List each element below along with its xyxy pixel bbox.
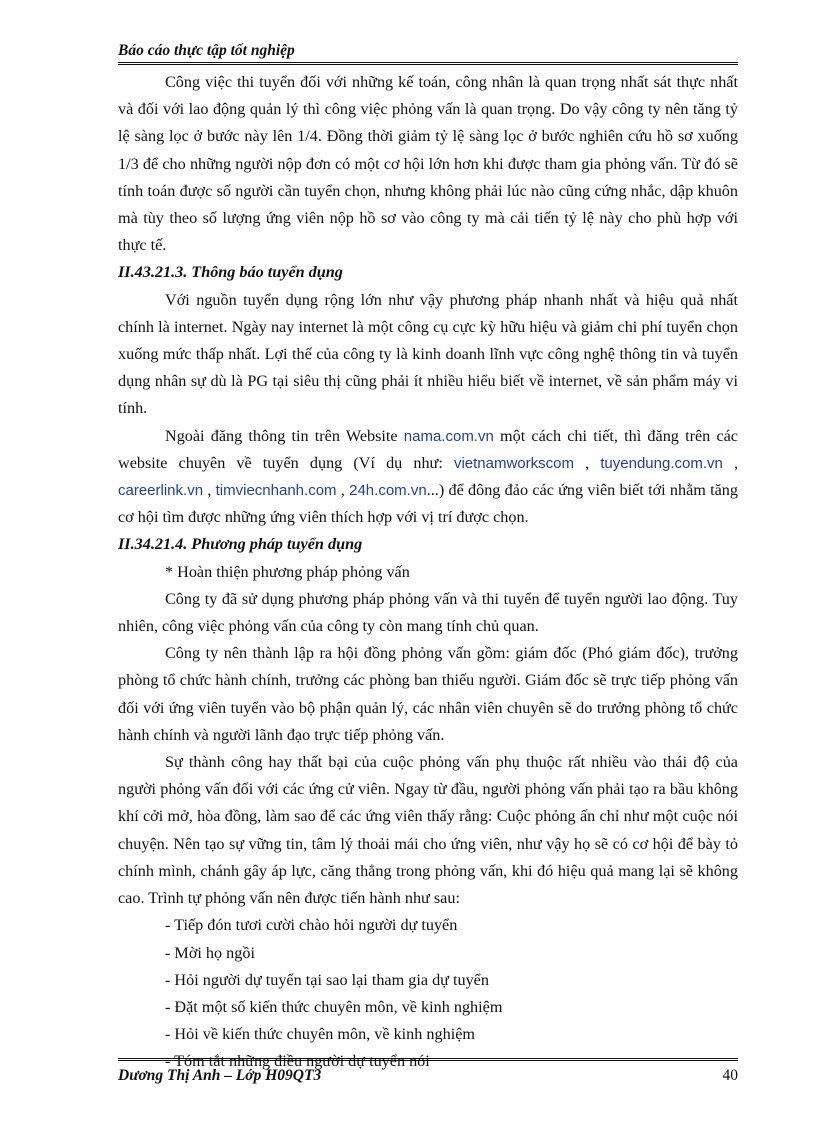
p3-text-6: , bbox=[336, 481, 350, 500]
list-item: - Đặt một số kiến thức chuyên môn, về kinh nghiệm bbox=[165, 997, 503, 1016]
paragraph-6: Công ty nên thành lập ra hội đồng phỏng vấn gồm: giám đốc (Phó giám đốc), trưởng phòng tổ chức hành chính, trưởng các phòng ban thiếu người. Giám đốc sẽ trực tiếp phỏng vấn đối với ứng viên tuyển vào bộ phận quản lý, các nhân viên chuyên sẽ do trưởng phòng tổ chức hành chính và người lãnh đạo trực tiếp phỏng vấn. bbox=[118, 644, 738, 744]
header-title: Báo cáo thực tập tốt nghiệp bbox=[118, 42, 295, 59]
footer-rule bbox=[118, 1058, 738, 1061]
subheading-interview: * Hoàn thiện phương pháp phỏng vấn bbox=[165, 562, 410, 581]
link-nama[interactable]: nama.com.vn bbox=[403, 427, 494, 445]
page-header bbox=[118, 34, 738, 64]
page-footer bbox=[118, 1058, 738, 1098]
footer-author: Dương Thị Anh – Lớp H09QT3 bbox=[118, 1067, 322, 1084]
list-item: - Hỏi về kiến thức chuyên môn, về kinh nghiệm bbox=[165, 1025, 475, 1044]
p3-text-7: ...) để đông đảo các ứng viên biết tới nhằm tăng cơ hội tìm được những ứng viên thích hợp với vị trí được chọn. bbox=[118, 481, 738, 527]
p3-text-1: Ngoài đăng thông tin trên Website bbox=[165, 426, 404, 445]
paragraph-2: Với nguồn tuyển dụng rộng lớn như vậy phương pháp nhanh nhất và hiệu quả nhất chính là internet. Ngày nay internet là một công cụ cực kỳ hữu hiệu và giảm chi phí tuyển chọn xuống mức thấp nhất. Lợi thế của công ty là kinh doanh lĩnh vực công nghệ thông tin và tuyển dụng nhân sự dù là PG tại siêu thị cũng phải ít nhiều hiểu biết về internet, về sản phẩm máy vi tính. bbox=[118, 290, 738, 418]
paragraph-5: Công ty đã sử dụng phương pháp phỏng vấn và thi tuyển để tuyển người lao động. Tuy nhiên, công việc phỏng vấn của công ty còn mang tính chủ quan. bbox=[118, 589, 738, 636]
list-item: - Mời họ ngồi bbox=[165, 943, 255, 962]
header-rule bbox=[118, 62, 738, 65]
p3-text-3: , bbox=[573, 453, 601, 472]
p3-text-4: , bbox=[722, 453, 739, 472]
paragraph-3 bbox=[118, 423, 738, 532]
link-24h[interactable]: 24h.com.vn bbox=[349, 482, 427, 500]
p3-text-5: , bbox=[203, 481, 216, 500]
page-number: 40 bbox=[722, 1067, 738, 1084]
list-item: - Hỏi người dự tuyển tại sao lại tham gia dự tuyển bbox=[165, 970, 489, 989]
list-item: - Tóm tắt những điều người dự tuyển nói bbox=[165, 1052, 430, 1071]
link-careerlink[interactable]: careerlink.vn bbox=[118, 482, 204, 500]
p3-text-2: một cách chi tiết, thì đăng trên các website chuyên về tuyển dụng (Ví dụ như: bbox=[118, 426, 738, 472]
paragraph-7: Sự thành công hay thất bại của cuộc phỏng vấn phụ thuộc rất nhiều vào thái độ của người phỏng vấn đối với các ứng cử viên. Ngay từ đầu, người phỏng vấn phải tạo ra bầu không khí cởi mở, hòa đồng, làm sao để các ứng viên thấy rằng: Cuộc phỏng ấn chỉ như một cuộc nói chuyện. Nên tạo sự vững tin, tâm lý thoải mái cho ứng viên, như vậy họ sẽ có cơ hội để bày tỏ chính mình, chánh gây áp lực, căng thẳng trong phỏng vấn, khi đó hiệu quả mang lại sẽ không cao. Trình tự phỏng vấn nên được tiến hành như sau: bbox=[118, 753, 738, 908]
section-heading-method: II.34.21.4. Phương pháp tuyển dụng bbox=[118, 535, 363, 554]
section-heading-notice: II.43.21.3. Thông báo tuyển dụng bbox=[118, 263, 343, 282]
link-vietnamworks[interactable]: vietnamworkscom bbox=[453, 454, 574, 472]
paragraph-1: Công việc thi tuyển đối với những kế toán, công nhân là quan trọng nhất sát thực nhất và đối với lao động quản lý thì công việc phỏng vấn là quan trọng. Do vậy công ty nên tăng tỷ lệ sàng lọc ở bước này lên 1/4. Đồng thời giảm tỷ lệ sàng lọc ở bước nghiên cứu hồ sơ xuống 1/3 để cho những người nộp đơn có một cơ hội lớn hơn khi được tham gia phỏng vấn. Từ đó sẽ tính toán được số người cần tuyển chọn, nhưng không phải lúc nào cũng cứng nhắc, dập khuôn mà tùy theo số lượng ứng viên nộp hồ sơ vào công ty mà cải tiến tỷ lệ này cho phù hợp với thực tế. bbox=[118, 73, 738, 255]
list-item: - Tiếp đón tươi cười chào hỏi người dự tuyển bbox=[165, 916, 458, 935]
document-body bbox=[118, 69, 738, 1076]
link-timviecnhanh[interactable]: timviecnhanh.com bbox=[215, 482, 337, 500]
link-tuyendung[interactable]: tuyendung.com.vn bbox=[600, 454, 723, 472]
